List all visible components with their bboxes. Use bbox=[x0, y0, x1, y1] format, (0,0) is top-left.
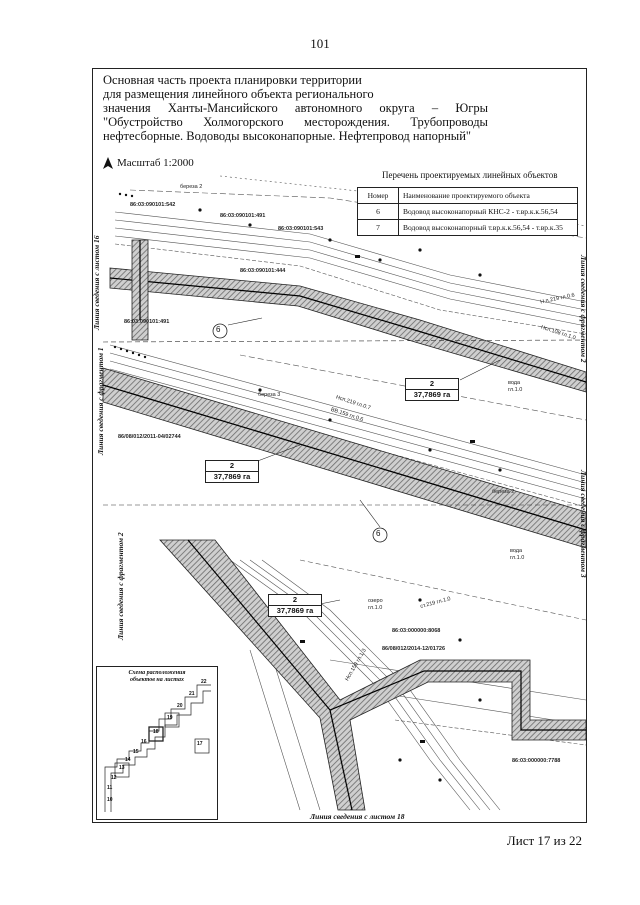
inset-number: 22 bbox=[201, 679, 207, 685]
area-number: 2 bbox=[229, 461, 235, 470]
map-label: гл.1.0 bbox=[368, 605, 383, 611]
page-number: 101 bbox=[310, 36, 330, 51]
map-label: 86:03:090101:542 bbox=[130, 202, 176, 208]
edge-label-sheet-18: Линия сведения с листом 18 bbox=[310, 812, 405, 821]
map-label: Нсп.108 гл.1.0 bbox=[539, 324, 577, 342]
table-header-name: Наименование проектируемого объекта bbox=[399, 188, 578, 204]
map-label: ст.219 гл.1.0 bbox=[419, 596, 452, 610]
map-label: Нсп.159 гл.1.3 bbox=[344, 647, 368, 683]
title-word: значения bbox=[103, 101, 151, 115]
map-label: Н.п.219 гл.0.6 bbox=[539, 292, 576, 306]
inset-number: 20 bbox=[177, 703, 183, 709]
title-word: Трубопроводы bbox=[410, 115, 488, 129]
inset-number: 12 bbox=[111, 775, 117, 781]
area-value: 37,7869 га bbox=[206, 471, 258, 482]
map-label: Нсп.219 гл.0.7 bbox=[334, 394, 372, 412]
map-label: вода bbox=[508, 380, 521, 386]
edge-label-fragment-2-right: Линия сведения с фрагментом 2 bbox=[579, 255, 588, 363]
map-label: 86:03:090101:543 bbox=[278, 226, 324, 232]
title-word: Ханты-Мансийского bbox=[167, 101, 278, 115]
edge-label-fragment-1: Линия сведения с фрагментом 1 bbox=[96, 347, 105, 455]
title-word: – bbox=[431, 101, 439, 115]
map-label: береза 2 bbox=[492, 489, 515, 495]
inset-number: 21 bbox=[189, 691, 195, 697]
map-label: береза 3 bbox=[258, 392, 281, 398]
table-cell-number: 6 bbox=[358, 204, 399, 220]
callout-number: 6 bbox=[376, 529, 381, 538]
callout-number: 6 bbox=[216, 325, 221, 334]
title-line-1: Основная часть проекта планировки территории bbox=[103, 73, 362, 87]
map-label: 86:03:000000:7788 bbox=[512, 758, 561, 764]
inset-number: 16 bbox=[141, 739, 147, 745]
map-label: ВВ.159 гл.0.6 bbox=[329, 406, 364, 424]
sheet-layout-inset bbox=[96, 666, 218, 820]
title-word: месторождения. bbox=[304, 115, 390, 129]
map-label: гл.1.0 bbox=[508, 387, 523, 393]
edge-label-fragment-2-left: Линия сведения с фрагментом 2 bbox=[116, 532, 125, 640]
map-label: 86:03:090101:491 bbox=[220, 213, 266, 219]
edge-label-sheet-16: Линия сведения с листом 16 bbox=[92, 235, 101, 330]
sheet-footer: Лист 17 из 22 bbox=[506, 833, 582, 848]
map-label: 86/08/012/2014-12/01726 bbox=[382, 646, 446, 652]
map-label: 86/08/012/2011-04/02744 bbox=[118, 434, 181, 440]
title-line-5: нефтесборные. Водоводы высоконапорные. Нефтепровод напорный" bbox=[103, 129, 471, 143]
inset-number: 18 bbox=[153, 729, 159, 735]
inset-number: 19 bbox=[167, 715, 173, 721]
inset-number: 15 bbox=[133, 749, 139, 755]
inset-number: 10 bbox=[107, 797, 113, 803]
map-label: 86:03:090101:491 bbox=[124, 319, 170, 325]
title-word: "Обустройство bbox=[103, 115, 183, 129]
area-number: 2 bbox=[429, 379, 435, 388]
area-number: 2 bbox=[292, 595, 298, 604]
objects-list-title: Перечень проектируемых линейных объектов bbox=[382, 170, 558, 180]
table-cell-name: Водовод высоконапорный т.вр.к.к.56,54 - т.вр.к.35 bbox=[399, 220, 578, 236]
title-word: автономного bbox=[294, 101, 363, 115]
title-word: Югры bbox=[455, 101, 488, 115]
inset-title-line: объектов на листах bbox=[130, 677, 184, 683]
table-cell-name: Водовод высоконапорный КНС-2 - т.вр.к.к.56,54 bbox=[399, 204, 578, 220]
inset-number: 17 bbox=[197, 741, 203, 747]
title-line-2: для размещения линейного объекта регионального bbox=[103, 87, 374, 101]
title-word: округа bbox=[379, 101, 415, 115]
inset-number: 13 bbox=[119, 765, 125, 771]
area-value: 37,7869 га bbox=[406, 389, 458, 400]
inset-title-line: Схема расположения bbox=[128, 670, 186, 676]
map-label: 86:03:000000:8068 bbox=[392, 628, 441, 634]
title-word: Холмогорского bbox=[203, 115, 284, 129]
map-label: гл.1.0 bbox=[510, 555, 525, 561]
edge-label-fragment-3: Линия сведения с фрагментом 3 bbox=[579, 470, 588, 578]
map-label: вода bbox=[510, 548, 523, 554]
map-label: озеро bbox=[368, 598, 383, 604]
map-label: береза 2 bbox=[180, 184, 203, 190]
inset-number: 11 bbox=[107, 785, 113, 791]
table-header-number: Номер bbox=[358, 188, 399, 204]
inset-number: 14 bbox=[125, 757, 131, 763]
map-label: 86:03:090101:444 bbox=[240, 268, 286, 274]
scale-label: Масштаб 1:2000 bbox=[117, 157, 194, 169]
table-cell-number: 7 bbox=[358, 220, 399, 236]
area-value: 37,7869 га bbox=[269, 605, 321, 616]
